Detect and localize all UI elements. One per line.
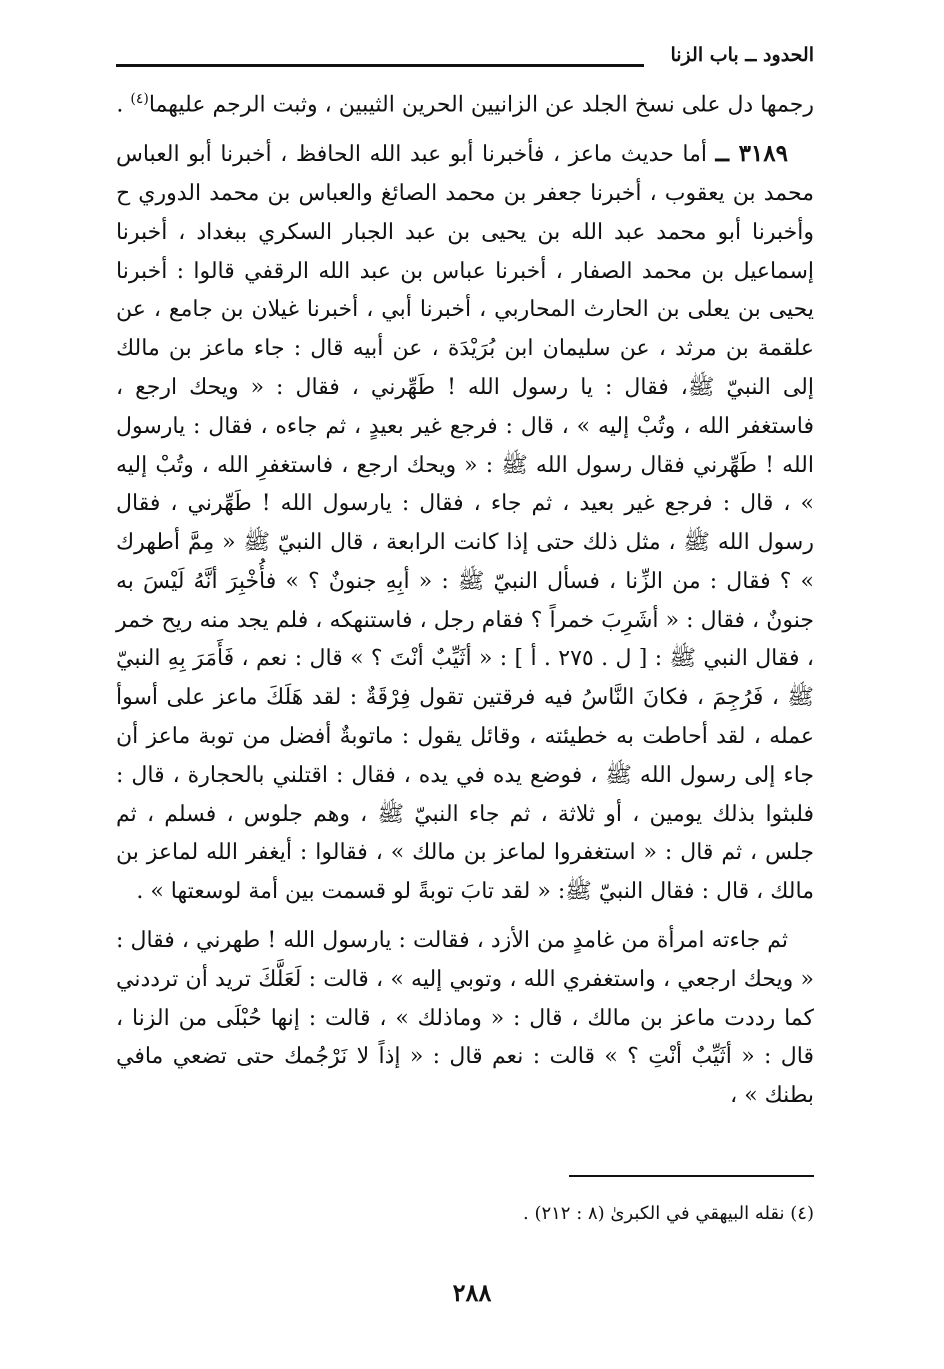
running-header: [116, 44, 814, 74]
main-text: [116, 80, 814, 1116]
hadith-paragraph: [116, 135, 814, 912]
intro-end: .: [116, 92, 131, 118]
header-title: الحدود ــ باب الزنا: [670, 44, 814, 66]
hadith-number: ٣١٨٩ ــ: [715, 140, 788, 168]
second-paragraph: [116, 922, 814, 1116]
footnote: (٤) نقله البيهقي في الكبرىٰ (٨ : ٢١٢) .: [523, 1203, 814, 1224]
second-paragraph-text: ثم جاءته امرأة من غامدٍ من الأزد ، فقالت : يارسول الله ! طهرني ، فقال : « ويحك ارجعي ، واستغفري الله ، وتوبي إليه » ، قالت : لَعَلَّكَ تريد أن ترددني كما رددت ماعز بن مالك ، قال : « وماذلك » ، قالت : إنها حُبْلَى من الزنا ، قال : « أثَيِّبٌ أنْتِ ؟ » قالت : نعم قال : « إذاً لا نَرْجُمك حتى تضعي مافي بطنك » ،: [116, 928, 814, 1109]
page-number: ٢٨٨: [452, 1278, 492, 1307]
intro-text: رجمها دل على نسخ الجلد عن الزانيين الحرين الثيبين ، وثبت الرجم عليهما: [148, 92, 814, 118]
footnote-marker: (٤): [130, 91, 149, 107]
intro-paragraph: [116, 80, 814, 125]
hadith-text: أما حديث ماعز ، فأخبرنا أبو عبد الله الحافظ ، أخبرنا أبو العباس محمد بن يعقوب ، أخبرنا جعفر بن محمد الصائغ والعباس بن محمد الدوري ح وأخبرنا أبو محمد عبد الله بن يحيى بن عبد الجبار السكري ببغداد ، أخبرنا إسماعيل بن محمد الصفار ، أخبرنا عباس بن عبد الله الرقفي قالوا : أخبرنا يحيى بن يعلى بن الحارث المحاربي ، أخبرنا أبي ، أخبرنا غيلان بن جامع ، عن علقمة بن مرثد ، عن سليمان ابن بُرَيْدَة ، عن أبيه قال : جاء ماعز بن مالك إلى النبيّ ﷺ، فقال : يا رسول الله ! طَهِّرني ، فقال : « ويحك ارجع ، فاستغفر الله ، وتُبْ إليه » ، قال : فرجع غير بعيدٍ ، ثم جاءه ، فقال : يارسول الله ! طَهِّرني فقال رسول الله ﷺ : « ويحك ارجع ، فاستغفرِ الله ، وتُبْ إليه » ، قال : فرجع غير بعيد ، ثم جاء ، فقال : يارسول الله ! طَهِّرني ، فقال رسول الله ﷺ ، مثل ذلك حتى إذا كانت الرابعة ، قال النبيّ ﷺ « مِمَّ أطهرك » ؟ فقال : من الزِّنا ، فسأل النبيّ ﷺ : « أبِهِ جنونٌ ؟ » فأُخْبِرَ أنَّهُ لَيْسَ به جنونٌ ، فقال : « أشَرِبَ خمراً ؟ فقام رجل ، فاستنهكه ، فلم يجد منه ريح خمر ، فقال النبي ﷺ : [ ل . ٢٧٥ . أ ] : « أثَيِّبٌ أنْتَ ؟ » قال : نعم ، فَأَمَرَ بِهِ النبيّ ﷺ ، فَرُجِمَ ، فكانَ النَّاسُ فيه فرقتين تقول فِرْقَةٌ : لقد هَلَكَ ماعز على أسوأ عمله ، لقد أحاطت به خطيئته ، وقائل يقول : ماتوبةٌ أفضل من توبة ماعز أن جاء إلى رسول الله ﷺ ، فوضع يده في يده ، فقال : اقتلني بالحجارة ، قال : فلبثوا بذلك يومين ، أو ثلاثة ، ثم جاء النبيّ ﷺ ، وهم جلوس ، فسلم ، ثم جلس ، ثم قال : « استغفروا لماعز بن مالك » ، فقالوا : أيغفر الله لماعز بن مالك ، قال : فقال النبيّ ﷺ: « لقد تابَ توبةً لو قسمت بين أمة لوسعتها » .: [116, 142, 814, 905]
header-rule: [116, 64, 644, 67]
footnote-rule: [569, 1175, 814, 1177]
